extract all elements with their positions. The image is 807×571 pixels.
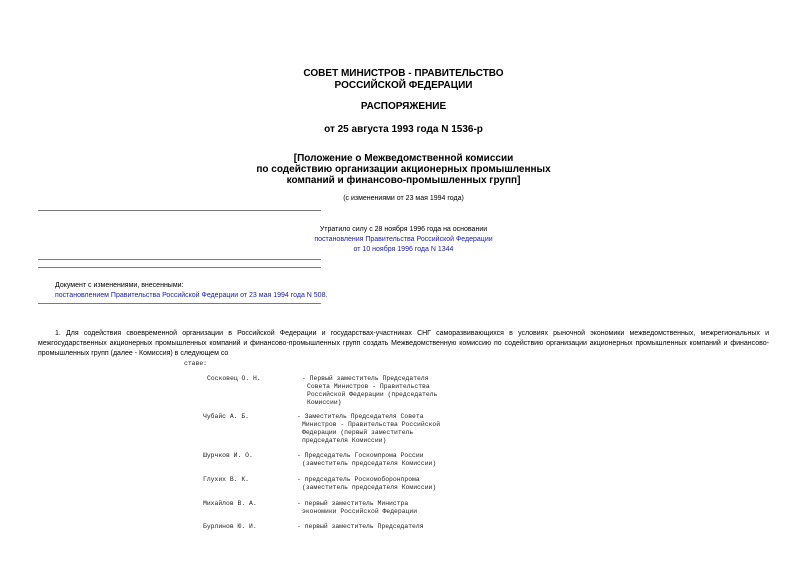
divider xyxy=(38,267,321,268)
expired-link-line-2[interactable]: от 10 ноября 1996 года N 1344 xyxy=(353,246,454,253)
paragraph-line: межгосударственных акционерных промышленных компаний и финансово-промышленных групп создать Межведомственную комиссию по содействию организации акционерных промышленных компаний и финансово- xyxy=(38,340,769,347)
header-line-2: РОССИЙСКОЙ ФЕДЕРАЦИИ xyxy=(334,80,473,91)
title-line-2: по содействию организации акционерных промышленных xyxy=(256,164,551,175)
member-role-line: Министров - Правительства Российской xyxy=(302,421,441,428)
divider xyxy=(38,303,321,304)
member-name: Шурчков И. О. xyxy=(203,452,253,459)
member-role-line: экономики Российской Федерации xyxy=(302,508,418,515)
amendment-note: (с изменениями от 23 мая 1994 года) xyxy=(343,195,464,202)
expired-note: Утратило силу с 28 ноября 1996 года на основании xyxy=(319,226,488,233)
title-line-3: компаний и финансово-промышленных групп] xyxy=(286,175,521,186)
member-name: Чубайс А. Б. xyxy=(203,413,250,420)
member-role-line: (заместитель председателя Комиссии) xyxy=(302,460,437,467)
member-name: Бурлинов Ю. И. xyxy=(203,523,257,530)
document-date: от 25 августа 1993 года N 1536-р xyxy=(324,124,483,135)
member-role-line: Федерации (первый заместитель xyxy=(302,429,414,436)
paragraph-1 xyxy=(38,329,769,359)
member-role-line: - Первый заместитель Председателя xyxy=(302,375,429,382)
divider xyxy=(38,259,321,260)
title-line-1: [Положение о Межведомственной комиссии xyxy=(293,153,514,164)
document-type: РАСПОРЯЖЕНИЕ xyxy=(360,101,447,112)
changes-label: Документ с изменениями, внесенными: xyxy=(55,282,184,289)
member-role-line: (заместитель председателя Комиссии) xyxy=(302,484,437,491)
member-role-line: - председатель Роскомоборонпрома xyxy=(297,476,420,483)
changes-link[interactable]: постановлением Правительства Российской Федерации от 23 мая 1994 года N 508. xyxy=(55,292,328,299)
expired-link-line-1[interactable]: постановления Правительства Российской Федерации xyxy=(314,236,493,243)
member-role-line: Российской Федерации (председатель xyxy=(307,391,438,398)
member-role-line: - Заместитель Председателя Совета xyxy=(297,413,424,420)
member-role-line: председателя Комиссии) xyxy=(302,437,387,444)
member-name: Сосковец О. Н. xyxy=(207,375,261,382)
composition-tail: ставе: xyxy=(184,360,208,367)
divider xyxy=(38,210,321,211)
member-name: Михайлов В. А. xyxy=(203,500,257,507)
paragraph-line: промышленных групп (далее - Комиссия) в следующем со xyxy=(38,350,229,357)
member-role-line: - первый заместитель Министра xyxy=(297,500,409,507)
member-name: Глухих В. К. xyxy=(203,476,250,483)
member-role-line: - первый заместитель Председателя xyxy=(297,523,424,530)
header-line-1: СОВЕТ МИНИСТРОВ - ПРАВИТЕЛЬСТВО xyxy=(303,68,504,79)
member-role-line: Комиссии) xyxy=(307,399,342,406)
paragraph-line: 1. Для содействия своевременной организации в Российской Федерации и государствах-участниках СНГ саморазвивающихся в условиях рыночной экономики межведомственных, межрегиональных и xyxy=(55,330,769,337)
member-role-line: Совета Министров - Правительства xyxy=(307,383,430,390)
member-role-line: - Председатель Госкомпрома России xyxy=(297,452,424,459)
